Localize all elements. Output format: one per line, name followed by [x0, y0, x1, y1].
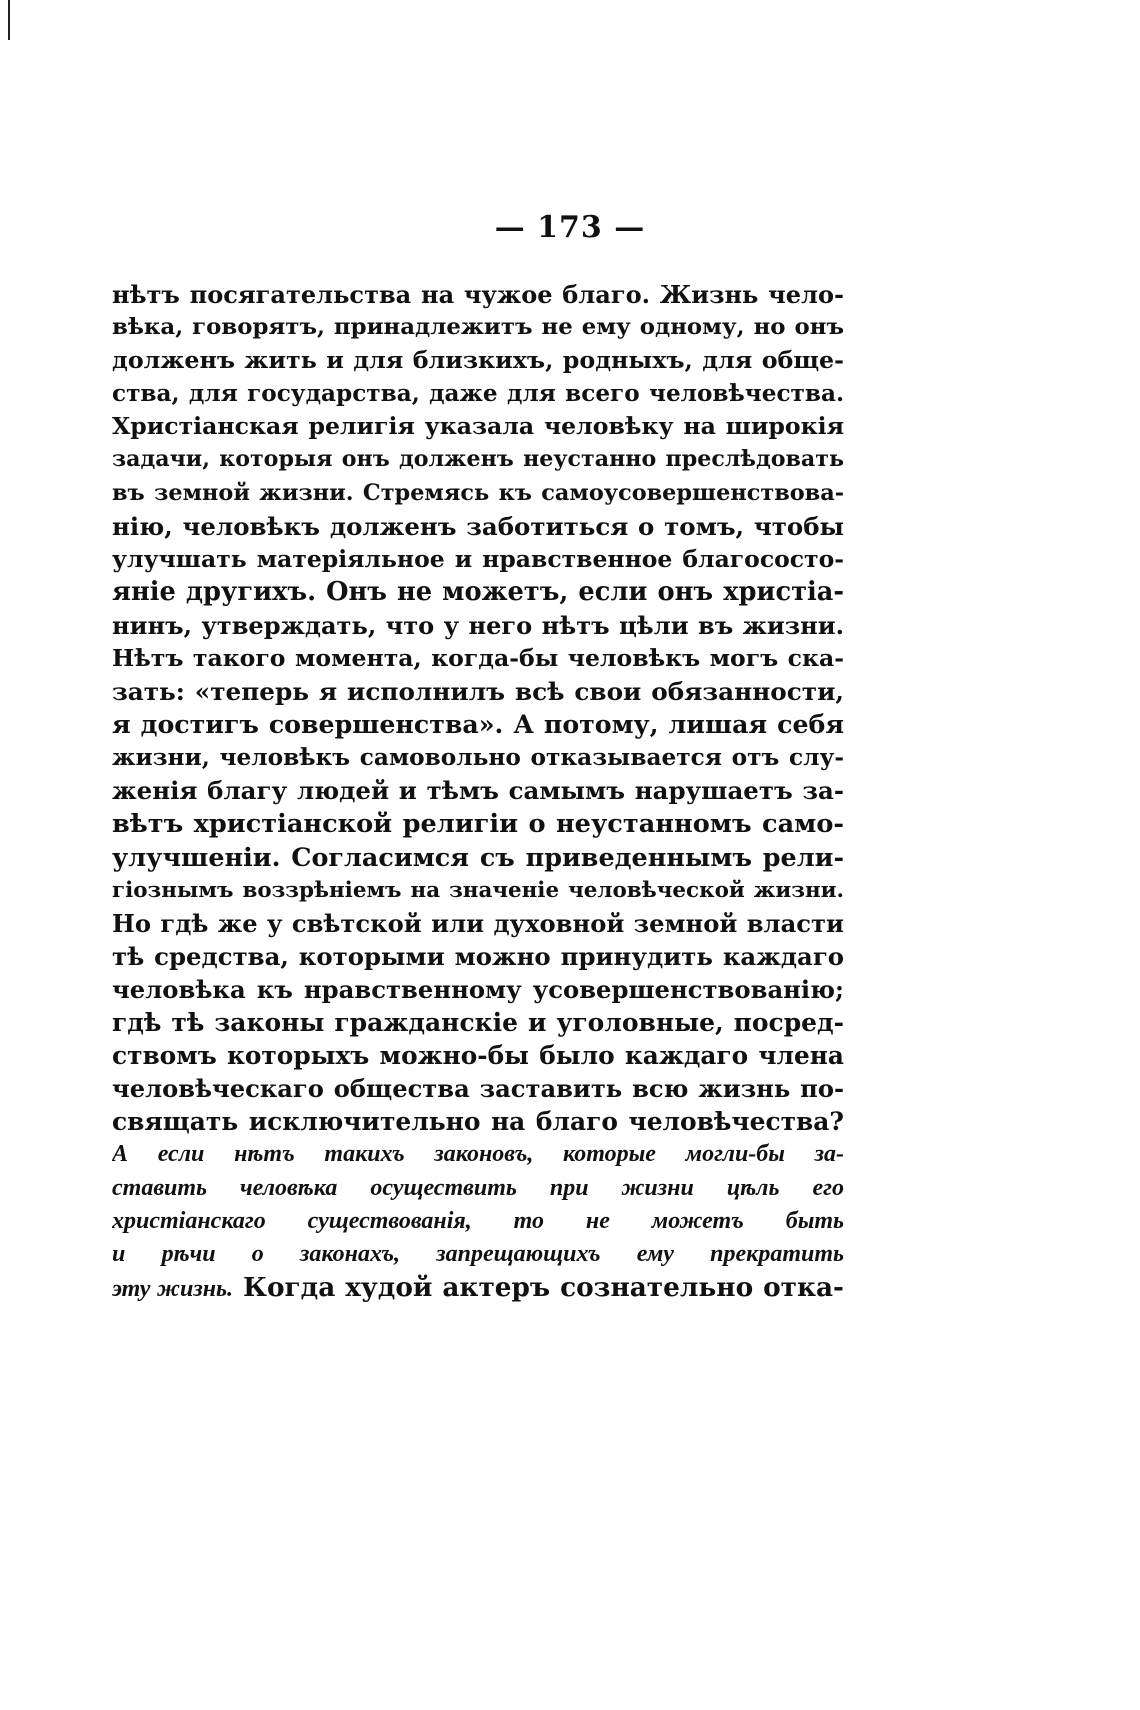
- text-line: въ земной жизни. Стремясь къ самоусовершенствова-: [112, 479, 844, 506]
- text-line: я достигъ совершенства». А потому, лишая себя: [112, 709, 844, 740]
- body-text: [112, 278, 844, 1304]
- text-line: Христіанская религія указала человѣку на широкія: [112, 412, 844, 441]
- text-line: гіознымъ воззрѣніемъ на значеніе человѣческой жизни.: [112, 877, 844, 903]
- final-line-normal: Когда худой актеръ сознательно отка-: [243, 1271, 844, 1303]
- text-line: ствомъ которыхъ можно-бы было каждаго члена: [112, 1041, 844, 1071]
- italic-text-line: и рѣчи о законахъ, запрещающихъ ему прекратить: [112, 1240, 844, 1267]
- text-line: зать: «теперь я исполнилъ всѣ свои обязанности,: [112, 677, 844, 707]
- final-line-italic: эту жизнь.: [112, 1275, 234, 1302]
- binding-edge-mark: [8, 0, 10, 40]
- text-line: свящать исключительно на благо человѣчества?: [112, 1107, 844, 1137]
- text-line: вѣтъ христіанской религіи о неустанномъ само-: [112, 808, 844, 839]
- text-line: нинъ, утверждать, что у него нѣтъ цѣли въ жизни.: [112, 610, 844, 640]
- text-line: вѣка, говорятъ, принадлежитъ не ему одному, но онъ: [112, 314, 844, 341]
- final-text-line: [112, 1271, 844, 1304]
- italic-text-line: ставить человѣка осуществить при жизни цѣль его: [112, 1174, 844, 1201]
- text-line: нѣтъ посягательства на чужое благо. Жизнь чело-: [112, 280, 844, 309]
- text-line: женія благу людей и тѣмъ самымъ нарушаетъ за-: [112, 776, 844, 806]
- text-line: Нѣтъ такого момента, когда-бы человѣкъ могъ ска-: [112, 644, 844, 673]
- page-number: — 173 —: [494, 210, 646, 245]
- text-line: человѣческаго общества заставить всю жизнь по-: [112, 1074, 844, 1104]
- italic-text-line: А если нѣтъ такихъ законовъ, которые могли-бы за-: [112, 1141, 844, 1168]
- text-line: задачи, которыя онъ долженъ неустанно преслѣдовать: [112, 446, 844, 473]
- text-line: яніе другихъ. Онъ не можетъ, если онъ христіа-: [112, 576, 844, 607]
- text-line: Но гдѣ же у свѣтской или духовной земной власти: [112, 908, 844, 938]
- text-line: нію, человѣкъ долженъ заботиться о томъ, чтобы: [112, 511, 844, 541]
- italic-text-line: христіанскаго существованія, то не можетъ быть: [112, 1207, 844, 1234]
- text-line: ства, для государства, даже для всего человѣчества.: [112, 380, 844, 408]
- text-line: улучшать матеріяльное и нравственное благососто-: [112, 544, 844, 573]
- text-line: долженъ жить и для близкихъ, родныхъ, для обще-: [112, 346, 844, 375]
- text-line: человѣка къ нравственному усовершенствованію;: [112, 974, 844, 1004]
- text-line: улучшеніи. Согласимся съ приведеннымъ рели-: [112, 841, 844, 872]
- text-line: гдѣ тѣ законы гражданскіе и уголовные, посред-: [112, 1008, 844, 1038]
- text-line: тѣ средства, которыми можно принудить каждаго: [112, 941, 844, 971]
- text-line: жизни, человѣкъ самовольно отказывается отъ слу-: [112, 744, 844, 772]
